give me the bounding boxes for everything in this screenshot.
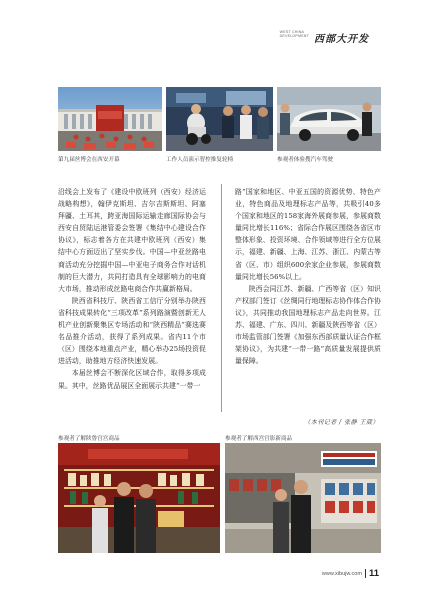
caption-wheelchair-demo: 工作人员演示智控推复轮椅 (166, 157, 234, 163)
photo-car-experience (277, 87, 381, 151)
article-right-column (235, 186, 381, 367)
column-divider (221, 184, 222, 412)
page-number: 11 (368, 568, 379, 579)
paragraph: 陕西会同江苏、新疆、广西等省（区）知识产权部门签订《丝绸同行地理标志协作体合作协议》，共同推动我国地理标志产品走向世界。江苏、福建、广东、四川、新疆及陕西等省（区）市场监管部门签署《加强东西部质量认证合作框架协议》，为共建“一带一路”高质量发展提供质量保障。 (235, 284, 381, 366)
page-footer (322, 568, 379, 579)
paragraph: 路”国家和地区、中亚五国的资源优势、特色产业，特色商品及地理标志产品等，共吸引40多个国家和地区的158家海外展商参展，参展商数量同比增长116%；省际合作展区围绕各省区市整体形象、投资环境、合作领域等进行全方位展示，福建、新疆、上海、江苏、浙江、内蒙古等省（区、市）组织600余家企业参展，参展商数量同比增长56%以上。 (235, 188, 381, 281)
paragraph: 本届丝博会不断深化区域合作，取得多项成果。其中，丝路优品展区全面展示共建“一带一 (58, 369, 206, 390)
caption-xigong-goods: 参观者了解西宫宫影新商品 (225, 436, 293, 442)
caption-expo-opening: 第九届丝博会在西安开幕 (58, 157, 120, 163)
photo-wheelchair-demo (166, 87, 273, 151)
paragraph: 陕西省科技厅、陕西省工信厅分别举办陕西省科技成果转化“三项改革”系列路演暨创新无人机产业创新聚集区专场活动和“陕西精品”赛选赛名品推介活动，获得了系列成果。省内11个市（区）围绕本地重点产业，精心举办25场投资促进活动，助推地方经济快速发展。 (58, 296, 206, 366)
website-url: www.xibujw.com (321, 570, 362, 577)
photo-shaanxi-goods-booth (58, 443, 220, 553)
magazine-logo (280, 30, 369, 45)
logo-chinese-title: 西部大开发 (314, 34, 369, 45)
paragraph: 沿线会上发布了《建设中欧班列（西安）经济运战略构想》，翰伊克斯坦、吉尔吉斯斯坦、阿塞拜疆、土耳其，跨亚海国际运输走廊国际协会与西安自贸陆运港管委会签署《集结中心建设合作协议》，标志着各方在共建中欧班列（西安）集结中心方面迈出了坚实步伐。中国—中亚丝路电商活动充分挖掘中国—中亚电子商务合作对话机制的巨大潜力，共同打造具有全球影响力的电商大市场，推动形成丝路电商合作共赢新格局。 (58, 188, 206, 293)
caption-shaanxi-goods: 参观者了解陕鲁宫宫商品 (58, 436, 120, 442)
logo-english-line2: DEVELOPMENT (279, 34, 309, 39)
caption-car-experience: 参观者体验搜汽车驾驶 (277, 157, 333, 163)
logo-english-line1: WEST CHINA (279, 30, 305, 34)
photo-xigong-goods-hall (225, 443, 381, 553)
photo-expo-opening (58, 87, 162, 151)
footer-separator (365, 569, 366, 578)
article-left-column (58, 186, 206, 392)
author-byline: （本刊记者 / 张静 王葳） (304, 419, 379, 426)
